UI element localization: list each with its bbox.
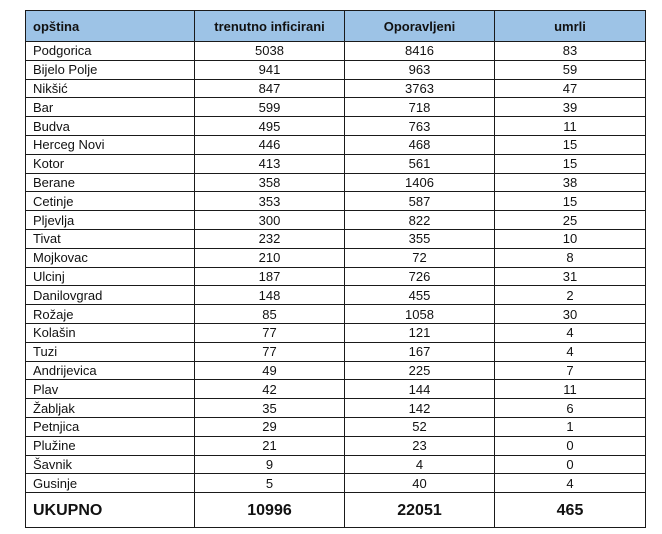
cell-municipality: Danilovgrad	[26, 286, 195, 305]
cell-infected: 29	[195, 417, 345, 436]
cell-municipality: Plav	[26, 380, 195, 399]
cell-infected: 210	[195, 248, 345, 267]
cell-infected: 42	[195, 380, 345, 399]
cell-infected: 187	[195, 267, 345, 286]
cell-recovered: 355	[345, 229, 495, 248]
cell-municipality: Ulcinj	[26, 267, 195, 286]
cell-deceased: 15	[495, 154, 646, 173]
cell-infected: 5038	[195, 42, 345, 61]
cell-municipality: Andrijevica	[26, 361, 195, 380]
cell-deceased: 4	[495, 342, 646, 361]
cell-recovered: 3763	[345, 79, 495, 98]
cell-infected: 35	[195, 399, 345, 418]
header-row	[26, 11, 646, 42]
table-header	[26, 11, 646, 42]
cell-recovered: 52	[345, 417, 495, 436]
table-footer	[26, 493, 646, 528]
cell-municipality: Tuzi	[26, 342, 195, 361]
cell-deceased: 15	[495, 192, 646, 211]
cell-deceased: 83	[495, 42, 646, 61]
cell-infected: 232	[195, 229, 345, 248]
cell-infected: 941	[195, 60, 345, 79]
cell-municipality: Gusinje	[26, 474, 195, 493]
table-row	[26, 417, 646, 436]
cell-deceased: 4	[495, 474, 646, 493]
header-currently-infected: trenutno inficirani	[195, 11, 345, 42]
table-row	[26, 361, 646, 380]
table-row	[26, 135, 646, 154]
table-row	[26, 173, 646, 192]
cell-infected: 148	[195, 286, 345, 305]
table-row	[26, 117, 646, 136]
cell-recovered: 121	[345, 323, 495, 342]
cell-recovered: 142	[345, 399, 495, 418]
table-row	[26, 267, 646, 286]
table-row	[26, 323, 646, 342]
table-row	[26, 248, 646, 267]
cell-deceased: 59	[495, 60, 646, 79]
table-row	[26, 211, 646, 230]
cell-deceased: 31	[495, 267, 646, 286]
cell-deceased: 1	[495, 417, 646, 436]
cell-infected: 5	[195, 474, 345, 493]
cell-recovered: 1058	[345, 305, 495, 324]
cell-infected: 49	[195, 361, 345, 380]
cell-municipality: Kolašin	[26, 323, 195, 342]
cell-recovered: 763	[345, 117, 495, 136]
table-row	[26, 98, 646, 117]
cell-deceased: 47	[495, 79, 646, 98]
cell-recovered: 726	[345, 267, 495, 286]
table-row	[26, 305, 646, 324]
cell-infected: 77	[195, 323, 345, 342]
cell-infected: 358	[195, 173, 345, 192]
cell-deceased: 25	[495, 211, 646, 230]
cell-municipality: Mojkovac	[26, 248, 195, 267]
cell-deceased: 0	[495, 455, 646, 474]
table-row	[26, 286, 646, 305]
header-recovered: Oporavljeni	[345, 11, 495, 42]
cell-deceased: 2	[495, 286, 646, 305]
cell-deceased: 6	[495, 399, 646, 418]
cell-recovered: 40	[345, 474, 495, 493]
cell-recovered: 8416	[345, 42, 495, 61]
cell-recovered: 167	[345, 342, 495, 361]
cell-infected: 300	[195, 211, 345, 230]
table-row	[26, 455, 646, 474]
cell-deceased: 15	[495, 135, 646, 154]
table-row	[26, 42, 646, 61]
cell-deceased: 7	[495, 361, 646, 380]
table-row	[26, 474, 646, 493]
total-infected: 10996	[195, 493, 345, 528]
cell-deceased: 39	[495, 98, 646, 117]
total-label: UKUPNO	[26, 493, 195, 528]
covid-statistics-table	[25, 10, 646, 528]
cell-infected: 85	[195, 305, 345, 324]
cell-recovered: 822	[345, 211, 495, 230]
cell-deceased: 30	[495, 305, 646, 324]
cell-infected: 599	[195, 98, 345, 117]
cell-municipality: Rožaje	[26, 305, 195, 324]
cell-municipality: Bijelo Polje	[26, 60, 195, 79]
cell-municipality: Bar	[26, 98, 195, 117]
cell-municipality: Nikšić	[26, 79, 195, 98]
cell-deceased: 38	[495, 173, 646, 192]
cell-infected: 77	[195, 342, 345, 361]
cell-infected: 353	[195, 192, 345, 211]
total-recovered: 22051	[345, 493, 495, 528]
table-row	[26, 79, 646, 98]
table-row	[26, 399, 646, 418]
cell-recovered: 4	[345, 455, 495, 474]
cell-municipality: Petnjica	[26, 417, 195, 436]
table-row	[26, 154, 646, 173]
cell-deceased: 0	[495, 436, 646, 455]
cell-recovered: 963	[345, 60, 495, 79]
cell-municipality: Herceg Novi	[26, 135, 195, 154]
cell-municipality: Kotor	[26, 154, 195, 173]
table-row	[26, 380, 646, 399]
cell-municipality: Žabljak	[26, 399, 195, 418]
cell-infected: 413	[195, 154, 345, 173]
cell-recovered: 225	[345, 361, 495, 380]
cell-recovered: 144	[345, 380, 495, 399]
cell-municipality: Šavnik	[26, 455, 195, 474]
header-municipality: opština	[26, 11, 195, 42]
cell-recovered: 561	[345, 154, 495, 173]
cell-municipality: Berane	[26, 173, 195, 192]
cell-recovered: 1406	[345, 173, 495, 192]
cell-recovered: 718	[345, 98, 495, 117]
cell-municipality: Podgorica	[26, 42, 195, 61]
cell-municipality: Plužine	[26, 436, 195, 455]
cell-deceased: 11	[495, 380, 646, 399]
cell-infected: 9	[195, 455, 345, 474]
document-page	[25, 10, 645, 528]
cell-deceased: 8	[495, 248, 646, 267]
total-deceased: 465	[495, 493, 646, 528]
table-row	[26, 192, 646, 211]
header-deceased: umrli	[495, 11, 646, 42]
cell-deceased: 10	[495, 229, 646, 248]
table-row	[26, 60, 646, 79]
cell-deceased: 4	[495, 323, 646, 342]
cell-municipality: Cetinje	[26, 192, 195, 211]
cell-deceased: 11	[495, 117, 646, 136]
cell-municipality: Pljevlja	[26, 211, 195, 230]
table-row	[26, 342, 646, 361]
total-row	[26, 493, 646, 528]
cell-recovered: 587	[345, 192, 495, 211]
cell-municipality: Budva	[26, 117, 195, 136]
table-row	[26, 229, 646, 248]
cell-recovered: 455	[345, 286, 495, 305]
cell-infected: 21	[195, 436, 345, 455]
table-row	[26, 436, 646, 455]
cell-infected: 446	[195, 135, 345, 154]
cell-recovered: 468	[345, 135, 495, 154]
cell-recovered: 72	[345, 248, 495, 267]
table-body	[26, 42, 646, 493]
cell-infected: 847	[195, 79, 345, 98]
cell-municipality: Tivat	[26, 229, 195, 248]
cell-infected: 495	[195, 117, 345, 136]
cell-recovered: 23	[345, 436, 495, 455]
